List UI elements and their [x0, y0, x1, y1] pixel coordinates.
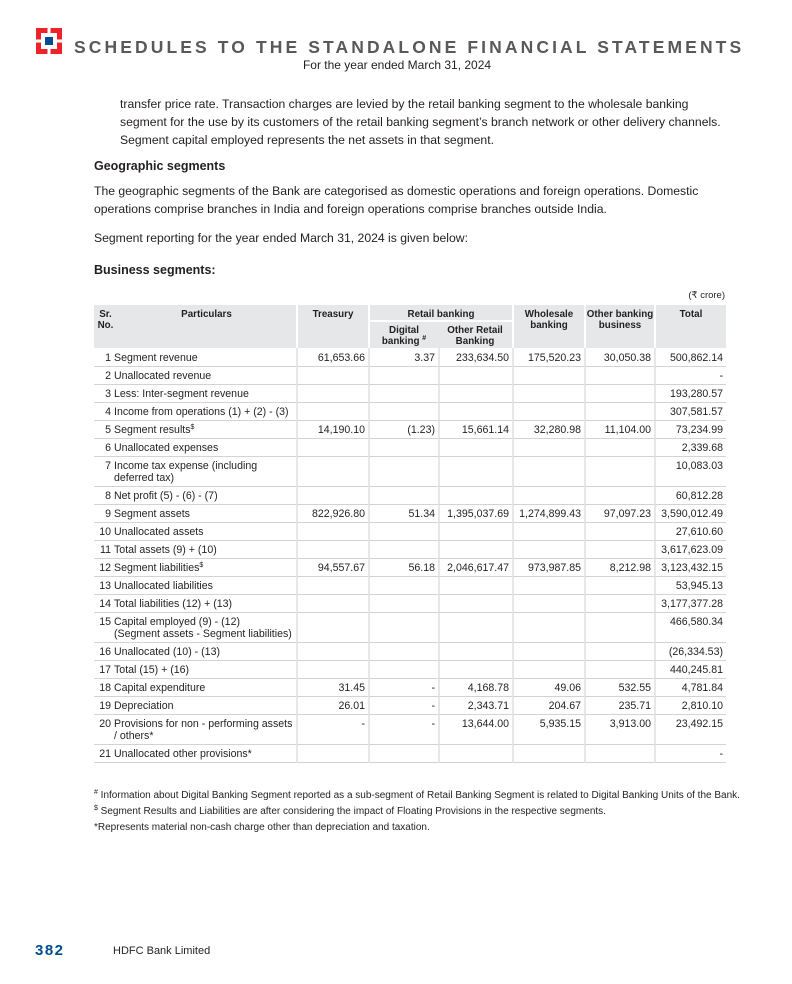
cell-other-retail [438, 613, 512, 643]
cell-other-banking [584, 541, 654, 559]
cell-digital [368, 403, 438, 421]
row-particulars: Segment liabilities$ [114, 559, 296, 577]
cell-other-banking [584, 403, 654, 421]
cell-treasury: 14,190.10 [296, 421, 368, 439]
cell-other-retail: 13,644.00 [438, 715, 512, 745]
row-sr-no: 9 [94, 505, 114, 523]
row-particulars: Income from operations (1) + (2) - (3) [114, 403, 296, 421]
cell-other-retail [438, 523, 512, 541]
cell-treasury [296, 487, 368, 505]
cell-total: (26,334.53) [654, 643, 726, 661]
row-particulars: Segment results$ [114, 421, 296, 439]
row-sr-no: 10 [94, 523, 114, 541]
cell-other-banking: 3,913.00 [584, 715, 654, 745]
cell-other-banking [584, 745, 654, 763]
row-particulars: Unallocated expenses [114, 439, 296, 457]
cell-wholesale [512, 457, 584, 487]
unit-label: (₹ crore) [688, 290, 725, 301]
cell-wholesale [512, 643, 584, 661]
cell-wholesale: 204.67 [512, 697, 584, 715]
cell-other-banking [584, 439, 654, 457]
cell-treasury: 26.01 [296, 697, 368, 715]
digital-footnote-mark: # [422, 335, 427, 342]
row-particulars: Unallocated revenue [114, 367, 296, 385]
cell-total: 73,234.99 [654, 421, 726, 439]
cell-wholesale [512, 577, 584, 595]
cell-wholesale: 32,280.98 [512, 421, 584, 439]
cell-wholesale: 49.06 [512, 679, 584, 697]
header-other-banking: Other banking business [584, 305, 654, 348]
cell-other-retail [438, 643, 512, 661]
cell-total: 10,083.03 [654, 457, 726, 487]
row-particulars: Total assets (9) + (10) [114, 541, 296, 559]
row-particulars: Net profit (5) - (6) - (7) [114, 487, 296, 505]
cell-wholesale [512, 523, 584, 541]
cell-treasury [296, 661, 368, 679]
cell-treasury: 31.45 [296, 679, 368, 697]
cell-digital [368, 523, 438, 541]
cell-other-banking [584, 385, 654, 403]
table-row [94, 487, 726, 505]
cell-digital [368, 457, 438, 487]
cell-treasury [296, 457, 368, 487]
cell-digital [368, 643, 438, 661]
row-sr-no: 15 [94, 613, 114, 643]
row-sr-no: 2 [94, 367, 114, 385]
cell-digital: - [368, 697, 438, 715]
header-total: Total [654, 305, 726, 348]
table-row [94, 348, 726, 367]
footer-bank-name: HDFC Bank Limited [113, 945, 211, 957]
cell-other-retail [438, 487, 512, 505]
cell-other-retail [438, 367, 512, 385]
row-particulars: Total liabilities (12) + (13) [114, 595, 296, 613]
geographic-paragraph: The geographic segments of the Bank are categorised as domestic operations and foreign operations. Domestic operations comprise branches in India and foreign operations comprise branches outside India. [94, 184, 699, 216]
cell-digital [368, 661, 438, 679]
cell-other-retail [438, 439, 512, 457]
cell-wholesale [512, 403, 584, 421]
cell-treasury: 61,653.66 [296, 348, 368, 367]
cell-treasury: 822,926.80 [296, 505, 368, 523]
cell-total: 193,280.57 [654, 385, 726, 403]
table-row [94, 367, 726, 385]
cell-digital [368, 613, 438, 643]
cell-digital [368, 385, 438, 403]
cell-other-retail: 233,634.50 [438, 348, 512, 367]
table-row [94, 661, 726, 679]
page-title: SCHEDULES TO THE STANDALONE FINANCIAL STATEMENTS [74, 37, 745, 57]
cell-total: 4,781.84 [654, 679, 726, 697]
row-particulars: Capital expenditure [114, 679, 296, 697]
table-row [94, 385, 726, 403]
table-row [94, 541, 726, 559]
cell-treasury [296, 577, 368, 595]
cell-treasury [296, 613, 368, 643]
cell-other-banking [584, 523, 654, 541]
business-segments-heading: Business segments: [94, 263, 216, 277]
table-row [94, 577, 726, 595]
page-subtitle: For the year ended March 31, 2024 [302, 58, 492, 72]
header-digital-banking: Digital banking # [368, 320, 438, 348]
row-sr-no: 11 [94, 541, 114, 559]
table-row [94, 679, 726, 697]
cell-total: 466,580.34 [654, 613, 726, 643]
cell-other-retail [438, 403, 512, 421]
cell-other-banking [584, 367, 654, 385]
cell-other-retail: 1,395,037.69 [438, 505, 512, 523]
geographic-segments-heading: Geographic segments [94, 159, 226, 173]
cell-digital: 56.18 [368, 559, 438, 577]
table-row [94, 697, 726, 715]
cell-digital: 51.34 [368, 505, 438, 523]
row-sr-no: 7 [94, 457, 114, 487]
cell-total: 3,590,012.49 [654, 505, 726, 523]
cell-other-retail: 2,343.71 [438, 697, 512, 715]
row-particulars: Depreciation [114, 697, 296, 715]
cell-wholesale [512, 595, 584, 613]
cell-wholesale [512, 367, 584, 385]
table-row [94, 421, 726, 439]
table-row [94, 613, 726, 643]
table-row [94, 715, 726, 745]
row-sr-no: 20 [94, 715, 114, 745]
cell-other-banking: 97,097.23 [584, 505, 654, 523]
cell-digital [368, 487, 438, 505]
cell-treasury [296, 745, 368, 763]
footnote-non-cash: *Represents material non-cash charge other than depreciation and taxation. [94, 822, 430, 833]
cell-wholesale: 5,935.15 [512, 715, 584, 745]
cell-digital [368, 367, 438, 385]
table-row [94, 643, 726, 661]
row-sr-no: 21 [94, 745, 114, 763]
cell-wholesale [512, 439, 584, 457]
cell-other-banking [584, 457, 654, 487]
cell-other-banking: 532.55 [584, 679, 654, 697]
row-sr-no: 16 [94, 643, 114, 661]
cell-digital [368, 595, 438, 613]
cell-total: 2,810.10 [654, 697, 726, 715]
cell-other-banking [584, 613, 654, 643]
row-particulars: Total (15) + (16) [114, 661, 296, 679]
hdfc-logo-icon [36, 28, 62, 54]
row-particulars: Unallocated assets [114, 523, 296, 541]
table-row [94, 559, 726, 577]
header-particulars: Particulars [114, 305, 296, 348]
cell-digital [368, 745, 438, 763]
cell-wholesale [512, 745, 584, 763]
cell-other-banking: 235.71 [584, 697, 654, 715]
cell-other-banking: 8,212.98 [584, 559, 654, 577]
row-sr-no: 13 [94, 577, 114, 595]
row-sr-no: 3 [94, 385, 114, 403]
cell-digital [368, 439, 438, 457]
cell-treasury [296, 439, 368, 457]
cell-treasury [296, 541, 368, 559]
row-sr-no: 14 [94, 595, 114, 613]
cell-treasury [296, 595, 368, 613]
cell-treasury [296, 523, 368, 541]
cell-total: 3,177,377.28 [654, 595, 726, 613]
cell-total: 53,945.13 [654, 577, 726, 595]
reporting-paragraph: Segment reporting for the year ended March 31, 2024 is given below: [94, 231, 468, 245]
table-row [94, 595, 726, 613]
cell-digital [368, 541, 438, 559]
cell-total: 307,581.57 [654, 403, 726, 421]
table-row [94, 745, 726, 763]
business-segments-table [94, 305, 726, 763]
cell-wholesale: 973,987.85 [512, 559, 584, 577]
cell-total: - [654, 367, 726, 385]
cell-wholesale: 1,274,899.43 [512, 505, 584, 523]
cell-treasury [296, 643, 368, 661]
cell-total: 440,245.81 [654, 661, 726, 679]
page-number: 382 [35, 942, 65, 959]
row-sr-no: 8 [94, 487, 114, 505]
cell-treasury [296, 385, 368, 403]
cell-other-banking [584, 595, 654, 613]
cell-other-banking [584, 661, 654, 679]
row-sr-no: 6 [94, 439, 114, 457]
cell-other-retail: 2,046,617.47 [438, 559, 512, 577]
header-treasury: Treasury [296, 305, 368, 348]
cell-other-banking [584, 643, 654, 661]
cell-wholesale [512, 385, 584, 403]
cell-total: 27,610.60 [654, 523, 726, 541]
cell-wholesale [512, 541, 584, 559]
footnote-digital: # Information about Digital Banking Segment reported as a sub-segment of Retail Banking Segment is related to Digital Banking Units of the Bank. [94, 789, 740, 801]
row-particulars: Segment revenue [114, 348, 296, 367]
row-particulars: Less: Inter-segment revenue [114, 385, 296, 403]
cell-other-banking: 11,104.00 [584, 421, 654, 439]
cell-treasury: - [296, 715, 368, 745]
cell-other-retail [438, 595, 512, 613]
row-sr-no: 12 [94, 559, 114, 577]
row-sr-no: 1 [94, 348, 114, 367]
row-sr-no: 18 [94, 679, 114, 697]
row-particulars: Segment assets [114, 505, 296, 523]
cell-wholesale: 175,520.23 [512, 348, 584, 367]
cell-treasury [296, 403, 368, 421]
row-sr-no: 4 [94, 403, 114, 421]
row-particulars: Unallocated liabilities [114, 577, 296, 595]
cell-treasury [296, 367, 368, 385]
cell-other-banking [584, 487, 654, 505]
header-wholesale: Wholesale banking [512, 305, 584, 348]
cell-other-banking [584, 577, 654, 595]
table-row [94, 505, 726, 523]
cell-digital: - [368, 715, 438, 745]
table-row [94, 457, 726, 487]
cell-other-retail [438, 577, 512, 595]
cell-total: 500,862.14 [654, 348, 726, 367]
cell-total: 23,492.15 [654, 715, 726, 745]
table-row [94, 523, 726, 541]
cell-digital: (1.23) [368, 421, 438, 439]
footnote-segment-results: $ Segment Results and Liabilities are after considering the impact of Floating Provisions in the respective segments. [94, 805, 606, 817]
table-row [94, 403, 726, 421]
row-sr-no: 17 [94, 661, 114, 679]
row-sr-no: 19 [94, 697, 114, 715]
table-row [94, 439, 726, 457]
cell-other-retail [438, 541, 512, 559]
header-retail-banking: Retail banking [368, 305, 512, 320]
cell-total: 2,339.68 [654, 439, 726, 457]
cell-digital: - [368, 679, 438, 697]
cell-other-retail: 15,661.14 [438, 421, 512, 439]
cell-treasury: 94,557.67 [296, 559, 368, 577]
cell-total: 3,617,623.09 [654, 541, 726, 559]
cell-other-retail [438, 745, 512, 763]
cell-other-retail [438, 661, 512, 679]
intro-paragraph: transfer price rate. Transaction charges are levied by the retail banking segment to the wholesale banking segment for the use by its customers of the retail banking segment’s branch network or other delivery channels. Segment capital employed represents the net assets in that segment. [120, 97, 721, 147]
cell-total: 3,123,432.15 [654, 559, 726, 577]
row-particulars: Income tax expense (including deferred tax) [114, 457, 296, 487]
row-sr-no: 5 [94, 421, 114, 439]
cell-wholesale [512, 613, 584, 643]
cell-other-retail [438, 457, 512, 487]
cell-other-banking: 30,050.38 [584, 348, 654, 367]
row-particulars: Provisions for non - performing assets / others* [114, 715, 296, 745]
header-sr-no: Sr. No. [94, 305, 114, 348]
cell-total: - [654, 745, 726, 763]
cell-total: 60,812.28 [654, 487, 726, 505]
cell-wholesale [512, 661, 584, 679]
cell-wholesale [512, 487, 584, 505]
cell-other-retail [438, 385, 512, 403]
cell-digital [368, 577, 438, 595]
row-particulars: Capital employed (9) - (12) (Segment assets - Segment liabilities) [114, 613, 296, 643]
cell-digital: 3.37 [368, 348, 438, 367]
row-particulars: Unallocated other provisions* [114, 745, 296, 763]
cell-other-retail: 4,168.78 [438, 679, 512, 697]
row-particulars: Unallocated (10) - (13) [114, 643, 296, 661]
header-other-retail: Other Retail Banking [438, 320, 512, 348]
